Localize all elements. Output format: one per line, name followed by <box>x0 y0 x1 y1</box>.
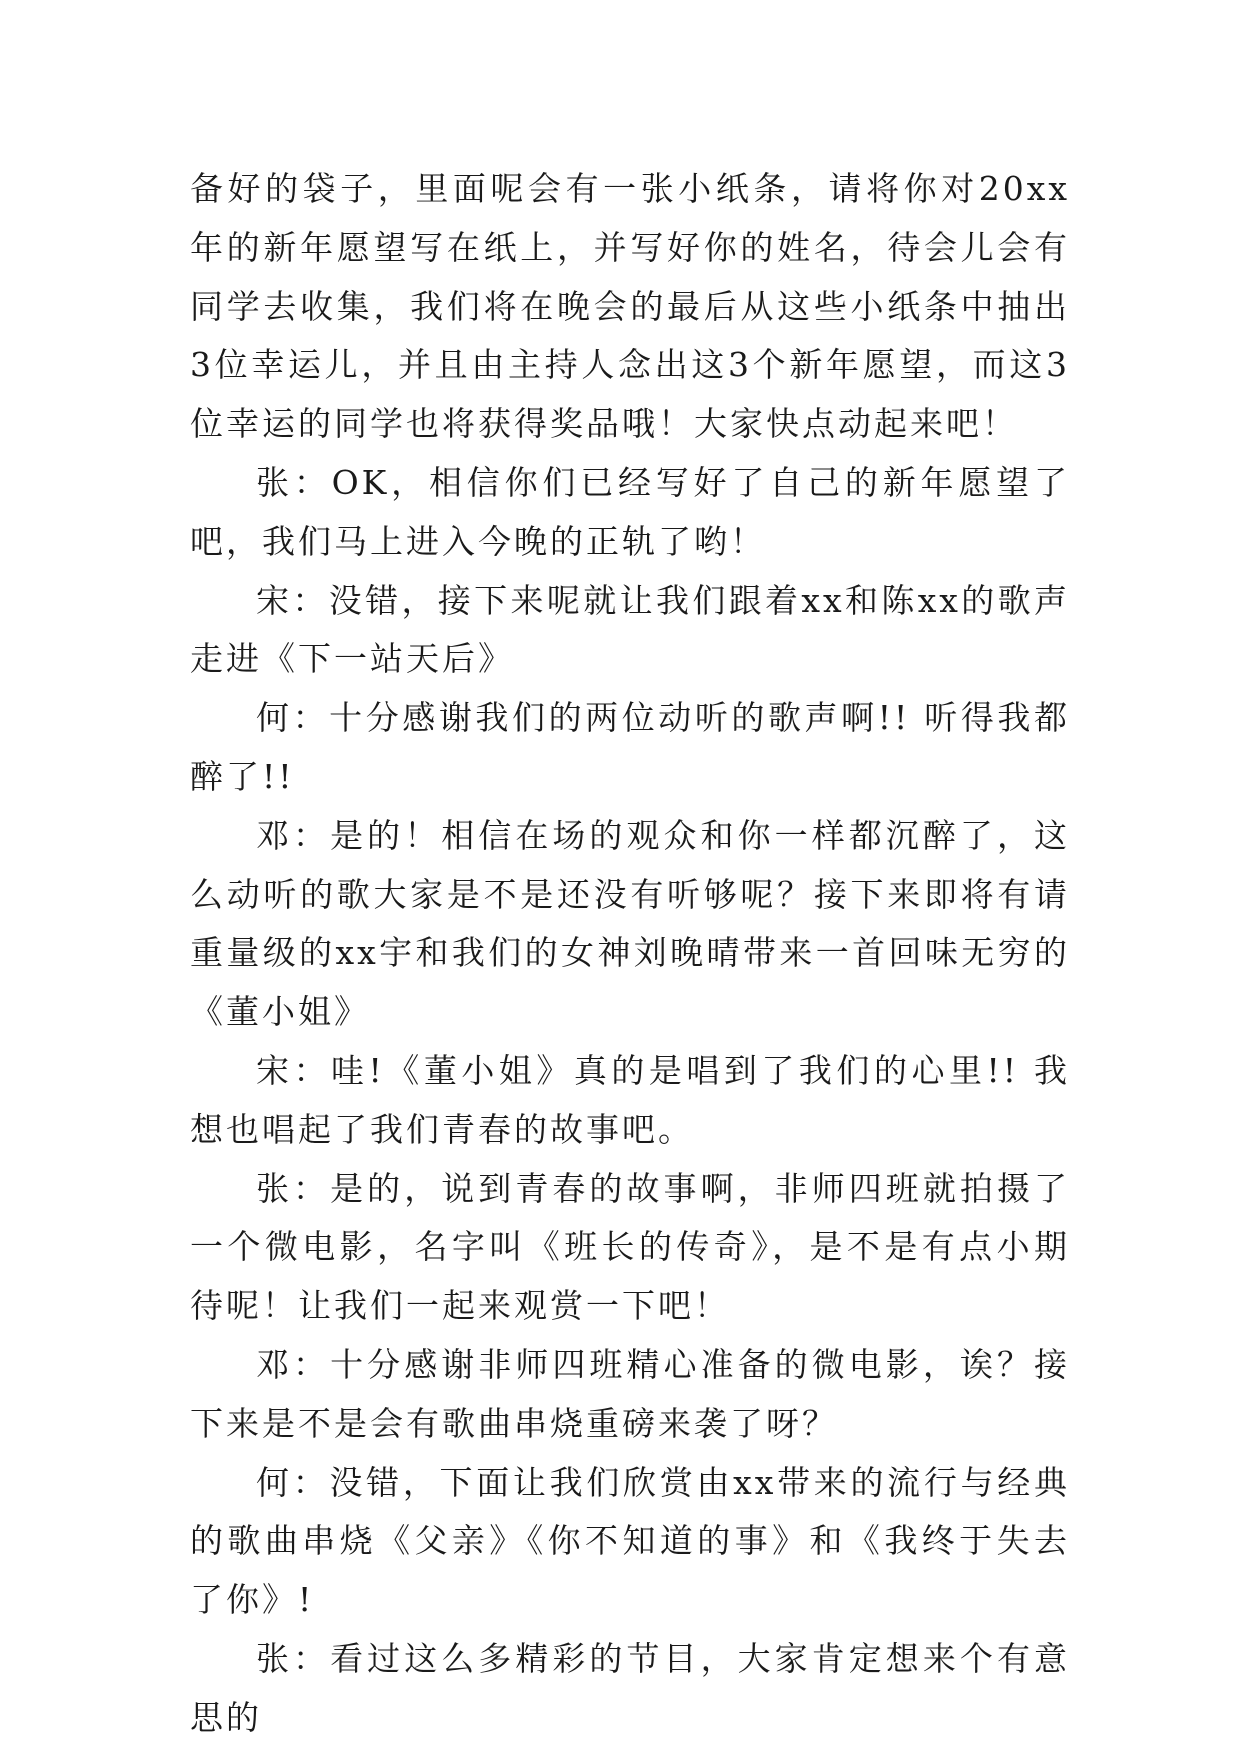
paragraph-5: 邓：是的！相信在场的观众和你一样都沉醉了，这么动听的歌大家是不是还没有听够呢？接下来即将有请重量级的xx宇和我们的女神刘晚晴带来一首回味无穷的《董小姐》 <box>190 815 1070 1032</box>
document-body <box>190 160 1070 1748</box>
paragraph-2: 张：OK，相信你们已经写好了自己的新年愿望了吧，我们马上进入今晚的正轨了哟！ <box>190 462 1070 561</box>
paragraph-8: 邓：十分感谢非师四班精心准备的微电影，诶？接下来是不是会有歌曲串烧重磅来袭了呀？ <box>190 1344 1070 1443</box>
paragraph-9: 何：没错，下面让我们欣赏由xx带来的流行与经典的歌曲串烧《父亲》《你不知道的事》和《我终于失去了你》! <box>190 1462 1070 1620</box>
paragraph-1: 备好的袋子，里面呢会有一张小纸条，请将你对20xx年的新年愿望写在纸上，并写好你的姓名，待会儿会有同学去收集，我们将在晚会的最后从这些小纸条中抽出3位幸运儿，并且由主持人念出这3个新年愿望，而这3位幸运的同学也将获得奖品哦！大家快点动起来吧！ <box>190 169 1070 444</box>
paragraph-4: 何：十分感谢我们的两位动听的歌声啊!! 听得我都醉了!! <box>190 698 1070 796</box>
paragraph-10: 张：看过这么多精彩的节目，大家肯定想来个有意思的 <box>190 1638 1070 1737</box>
paragraph-6: 宋：哇!《董小姐》真的是唱到了我们的心里!! 我想也唱起了我们青春的故事吧。 <box>190 1050 1070 1149</box>
paragraph-7: 张：是的，说到青春的故事啊，非师四班就拍摄了一个微电影，名字叫《班长的传奇》，是不是有点小期待呢！让我们一起来观赏一下吧！ <box>190 1168 1070 1326</box>
paragraph-3: 宋：没错，接下来呢就让我们跟着xx和陈xx的歌声走进《下一站天后》 <box>190 580 1070 679</box>
